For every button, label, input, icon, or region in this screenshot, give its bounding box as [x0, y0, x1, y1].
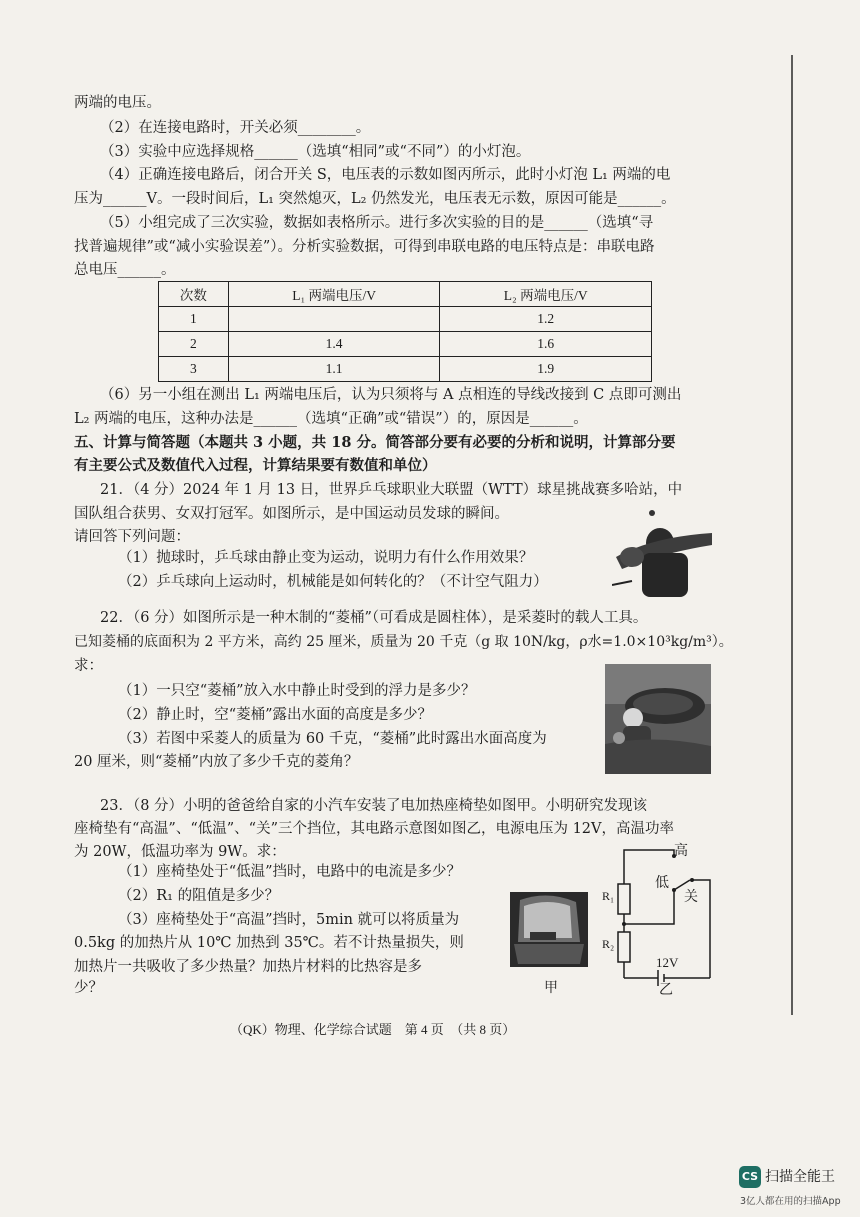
text-line: 0.5kg 的加热片从 10℃ 加热到 35℃。若不计热量损失，则: [74, 935, 464, 951]
table-tennis-photo: [612, 505, 720, 601]
text-line: 总电压______。: [74, 262, 176, 278]
data-table: [158, 281, 652, 382]
text-line: 找普遍规律”或“减小实验误差”）。分析实验数据，可得到串联电路的电压特点是：串联电路: [74, 239, 655, 255]
scanner-logo-icon: CS: [739, 1166, 761, 1188]
table-cell: 1.6: [440, 332, 652, 357]
circuit-label-off: 关: [684, 890, 698, 905]
sub-question: （3）座椅垫处于“高温”挡时，5min 就可以将质量为: [118, 912, 460, 928]
sub-question: （2）R₁ 的阻值是多少？: [118, 888, 280, 904]
section-heading: 五、计算与简答题（本题共 3 小题，共 18 分。简答部分要有必要的分析和说明，计算部分要: [74, 434, 676, 451]
table-cell: [228, 307, 440, 332]
table-cell: 3: [159, 357, 229, 382]
sub-question: （1）座椅垫处于“低温”挡时，电路中的电流是多少？: [118, 864, 462, 880]
question-23: 23．（8 分）小明的爸爸给自家的小汽车安装了电加热座椅垫如图甲。小明研究发现该: [100, 798, 648, 814]
text-line: 加热片一共吸收了多少热量？加热片材料的比热容是多: [74, 959, 422, 975]
text-line: （6）另一小组在测出 L₁ 两端电压后，认为只须将与 A 点相连的导线改接到 C 点即可测出: [100, 387, 682, 403]
circuit-label-r2: R₂: [602, 937, 615, 951]
text-line: （2）在连接电路时，开关必须________。: [100, 120, 371, 136]
text-line: （3）实验中应选择规格______（选填“相同”或“不同”）的小灯泡。: [100, 144, 531, 160]
sub-question: （3）若图中采菱人的质量为 60 千克，“菱桶”此时露出水面高度为: [118, 731, 547, 747]
car-seat-photo: [510, 892, 588, 967]
sub-question: （1）一只空“菱桶”放入水中静止时受到的浮力是多少？: [118, 683, 476, 699]
table-cell: 2: [159, 332, 229, 357]
text-line: 20 厘米，则“菱桶”内放了多少千克的菱角？: [74, 754, 359, 770]
text-line: 为 20W，低温功率为 9W。求：: [74, 844, 286, 860]
table-cell: 1: [159, 307, 229, 332]
circuit-label-high: 高: [674, 844, 688, 859]
figure-label-yi: 乙: [659, 983, 673, 998]
scanner-tagline: 3亿人都在用的扫描App: [740, 1196, 841, 1207]
section-heading: 有主要公式及数值代入过程，计算结果要有数值和单位）: [74, 457, 437, 474]
table-header: L₁ 两端电压/V: [228, 282, 440, 307]
text-line: 已知菱桶的底面积为 2 平方米，高约 25 厘米，质量为 20 千克（g 取 10N/kg，ρ水=1.0×10³kg/m³）。: [74, 634, 733, 650]
table-header: L₂ 两端电压/V: [440, 282, 652, 307]
table-header: 次数: [159, 282, 229, 307]
text-line: L₂ 两端的电压，这种办法是______（选填“正确”或“错误”）的，原因是______。: [74, 411, 588, 427]
table-header-row: [159, 282, 652, 307]
caltrop-tub-photo: [605, 664, 711, 774]
table-cell: 1.2: [440, 307, 652, 332]
figure-label-jia: 甲: [544, 981, 558, 996]
text-line: 求：: [74, 658, 103, 674]
question-21: 21．（4 分）2024 年 1 月 13 日，世界乒乓球职业大联盟（WTT）球星挑战赛多哈站，中: [100, 482, 683, 498]
text-line: （5）小组完成了三次实验，数据如表格所示。进行多次实验的目的是______（选填“寻: [100, 215, 654, 231]
text-line: 座椅垫有“高温”、“低温”、“关”三个挡位，其电路示意图如图乙，电源电压为 12V，高温功率: [74, 821, 675, 837]
table-cell: 1.4: [228, 332, 440, 357]
table-cell: 1.1: [228, 357, 440, 382]
sub-question: （2）静止时，空“菱桶”露出水面的高度是多少？: [118, 707, 433, 723]
table-cell: 1.9: [440, 357, 652, 382]
text-line: 国队组合获男、女双打冠军。如图所示，是中国运动员发球的瞬间。: [74, 506, 509, 522]
table-row: [159, 307, 652, 332]
sub-question: （2）乒乓球向上运动时，机械能是如何转化的？（不计空气阻力）: [118, 574, 548, 590]
circuit-label-r1: R₁: [602, 889, 615, 903]
page-footer: （QK）物理、化学综合试题 第 4 页 （共 8 页）: [230, 1022, 516, 1037]
circuit-label-source: 12V: [656, 955, 679, 970]
scanner-app-name: 扫描全能王: [765, 1169, 835, 1185]
table-row: [159, 332, 652, 357]
text-line: （4）正确连接电路后，闭合开关 S，电压表的示数如图丙所示，此时小灯泡 L₁ 两端的电: [100, 167, 671, 183]
circuit-diagram: [600, 836, 720, 996]
question-22: 22．（6 分）如图所示是一种木制的“菱桶”（可看成是圆柱体），是采菱时的载人工具。: [100, 610, 648, 626]
circuit-label-low: 低: [655, 876, 669, 891]
table-row: [159, 357, 652, 382]
text-line: 少？: [74, 980, 103, 996]
sub-question: （1）抛球时，乒乓球由静止变为运动，说明力有什么作用效果？: [118, 550, 534, 566]
text-line: 请回答下列问题：: [74, 529, 190, 545]
text-line: 两端的电压。: [74, 95, 161, 111]
text-line: 压为______V。一段时间后，L₁ 突然熄灭，L₂ 仍然发光，电压表无示数，原因可能是______。: [74, 191, 676, 207]
